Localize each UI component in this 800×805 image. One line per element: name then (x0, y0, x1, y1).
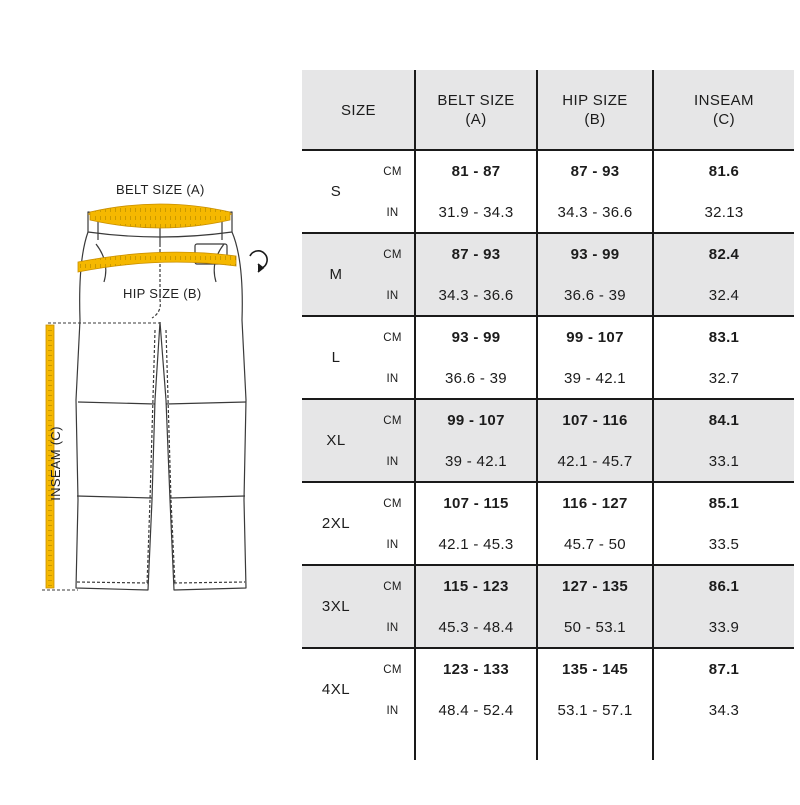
belt-cm-value: 93 - 99 (451, 329, 501, 346)
inseam-label: INSEAM (C) (47, 426, 63, 501)
belt-cm-value: 81 - 87 (451, 163, 501, 180)
belt-in-value: 34.3 - 36.6 (438, 287, 514, 304)
hip-cm-value: 107 - 116 (562, 412, 628, 429)
hip-size-label: HIP SIZE (B) (123, 286, 202, 301)
hip-cm-value: 116 - 127 (562, 495, 628, 512)
unit-in-label: IN (386, 455, 399, 468)
inseam-in-value: 33.5 (708, 536, 740, 553)
belt-size-label: BELT SIZE (A) (116, 182, 205, 197)
inseam-cm-value: 82.4 (708, 246, 740, 263)
unit-in-label: IN (386, 372, 399, 385)
belt-cm-value: 87 - 93 (451, 246, 501, 263)
belt-in-value: 45.3 - 48.4 (438, 619, 514, 636)
inseam-cm-value: 83.1 (708, 329, 740, 346)
unit-cm-label: CM (383, 414, 402, 427)
row-divider (302, 315, 794, 317)
row-divider (302, 647, 794, 649)
unit-cm-label: CM (383, 663, 402, 676)
trousers-outline-icon (76, 212, 246, 590)
size-label: 2XL (321, 515, 351, 532)
row-divider (302, 481, 794, 483)
hip-cm-value: 135 - 145 (561, 661, 629, 678)
trousers-illustration (0, 0, 300, 800)
belt-cm-value: 99 - 107 (447, 412, 505, 429)
size-chart-table (302, 70, 794, 760)
header-belt-label: BELT SIZE (437, 92, 515, 109)
header-hip-sub: (B) (584, 111, 606, 128)
header-inseam-label: INSEAM (694, 92, 754, 109)
hip-in-value: 45.7 - 50 (564, 536, 626, 553)
header-size (302, 70, 415, 150)
inseam-in-value: 33.1 (708, 453, 740, 470)
column-divider (652, 70, 654, 760)
header-belt-size (416, 70, 536, 150)
size-label: 4XL (321, 681, 351, 698)
belt-cm-value: 123 - 133 (442, 661, 510, 678)
row-divider (302, 149, 794, 151)
inseam-cm-value: 87.1 (708, 661, 740, 678)
unit-in-label: IN (386, 289, 399, 302)
hip-in-value: 39 - 42.1 (564, 370, 626, 387)
hip-in-value: 53.1 - 57.1 (557, 702, 633, 719)
hip-in-value: 34.3 - 36.6 (557, 204, 633, 221)
hip-in-value: 42.1 - 45.7 (557, 453, 633, 470)
header-inseam (654, 70, 794, 150)
unit-in-label: IN (386, 206, 399, 219)
belt-in-value: 39 - 42.1 (445, 453, 507, 470)
header-hip-label: HIP SIZE (562, 92, 628, 109)
rotation-arrow-icon (250, 251, 267, 272)
belt-in-value: 31.9 - 34.3 (438, 204, 514, 221)
inseam-in-value: 32.7 (708, 370, 740, 387)
unit-in-label: IN (386, 621, 399, 634)
header-inseam-sub: (C) (712, 111, 736, 128)
unit-cm-label: CM (383, 165, 402, 178)
inseam-cm-value: 81.6 (708, 163, 740, 180)
unit-cm-label: CM (383, 497, 402, 510)
unit-in-label: IN (386, 538, 399, 551)
size-label: XL (326, 432, 346, 449)
column-divider (414, 70, 416, 760)
inseam-in-value: 32.13 (704, 204, 744, 221)
inseam-in-value: 34.3 (708, 702, 740, 719)
unit-cm-label: CM (383, 331, 402, 344)
row-divider (302, 564, 794, 566)
hip-in-value: 36.6 - 39 (564, 287, 626, 304)
hip-cm-value: 99 - 107 (566, 329, 624, 346)
inseam-in-value: 33.9 (708, 619, 740, 636)
belt-in-value: 48.4 - 52.4 (438, 702, 514, 719)
header-hip-size (538, 70, 652, 150)
inseam-cm-value: 84.1 (708, 412, 740, 429)
inseam-in-value: 32.4 (708, 287, 740, 304)
hip-cm-value: 93 - 99 (570, 246, 620, 263)
inseam-cm-value: 86.1 (708, 578, 740, 595)
column-divider (536, 70, 538, 760)
unit-in-label: IN (386, 704, 399, 717)
belt-tape-icon (88, 204, 232, 228)
size-label: M (329, 266, 343, 283)
row-divider (302, 398, 794, 400)
unit-cm-label: CM (383, 248, 402, 261)
header-belt-sub: (A) (465, 111, 487, 128)
hip-cm-value: 87 - 93 (570, 163, 620, 180)
belt-cm-value: 107 - 115 (443, 495, 509, 512)
size-label: 3XL (321, 598, 351, 615)
measurement-diagram (0, 0, 300, 800)
size-label: S (330, 183, 342, 200)
size-label: L (331, 349, 341, 366)
hip-tape-icon (78, 252, 236, 272)
hip-cm-value: 127 - 135 (561, 578, 629, 595)
belt-cm-value: 115 - 123 (443, 578, 509, 595)
header-size-label: SIZE (341, 101, 376, 119)
belt-in-value: 36.6 - 39 (445, 370, 507, 387)
unit-cm-label: CM (383, 580, 402, 593)
row-divider (302, 232, 794, 234)
hip-in-value: 50 - 53.1 (564, 619, 626, 636)
belt-in-value: 42.1 - 45.3 (438, 536, 514, 553)
inseam-cm-value: 85.1 (708, 495, 740, 512)
